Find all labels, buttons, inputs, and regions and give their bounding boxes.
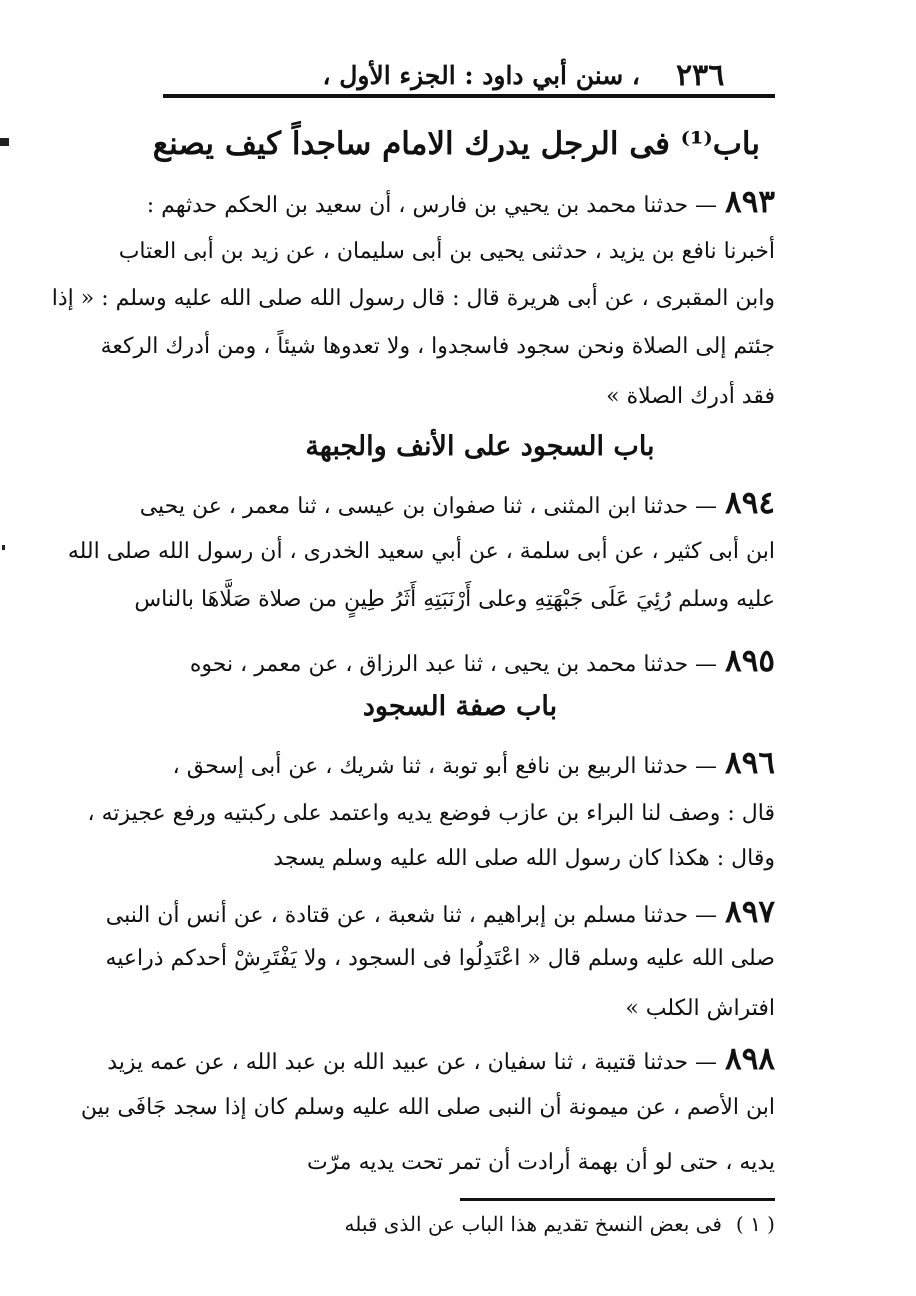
hadith-898-line-2: ابن الأصم ، عن ميمونة أن النبى صلى الله عليه وسلم كان إذا سجد جَافَى بين xyxy=(80,1095,775,1120)
hadith-897-line-2: صلى الله عليه وسلم قال « اعْتَدِلُوا فى السجود ، ولا يَفْتَرِشْ أحدكم ذراعيه xyxy=(105,946,775,971)
hadith-text: — حدثنا قتيبة ، ثنا سفيان ، عن عبيد الله بن عبد الله ، عن عمه يزيد xyxy=(107,1050,718,1075)
hadith-text: — حدثنا الربيع بن نافع أبو توبة ، ثنا شريك ، عن أبى إسحق ، xyxy=(172,754,718,779)
hadith-text: — حدثنا مسلم بن إبراهيم ، ثنا شعبة ، عن قتادة ، عن أنس أن النبى xyxy=(105,903,718,928)
footnote-rule xyxy=(460,1198,775,1201)
hadith-895-line-1 xyxy=(189,642,775,681)
hadith-894-line-2: ابن أبى كثير ، عن أبى سلمة ، عن أبي سعيد الخدرى ، أن رسول الله صلى الله xyxy=(67,539,775,564)
hadith-893-line-5: فقد أدرك الصلاة » xyxy=(606,384,775,409)
footnote-marker: ( ١ ) xyxy=(735,1212,775,1236)
hadith-number: ٨٩٨ xyxy=(725,1041,775,1077)
hadith-893-line-2: أخبرنا نافع بن يزيد ، حدثنى يحيى بن أبى سليمان ، عن زيد بن أبى العتاب xyxy=(118,239,775,264)
hadith-text: — حدثنا ابن المثنى ، ثنا صفوان بن عيسى ، ثنا معمر ، عن يحيى xyxy=(139,494,718,519)
hadith-text: — حدثنا محمد بن يحيى ، ثنا عبد الرزاق ، عن معمر ، نحوه xyxy=(189,652,718,677)
hadith-number: ٨٩٥ xyxy=(725,643,775,679)
scan-edge-mark xyxy=(2,545,5,550)
footnote xyxy=(330,1212,775,1237)
header-rule xyxy=(163,94,775,98)
hadith-897-line-1 xyxy=(105,893,775,932)
hadith-896-line-1 xyxy=(163,744,775,783)
hadith-896-line-3: وقال : هكذا كان رسول الله صلى الله عليه وسلم يسجد xyxy=(273,846,775,871)
scan-edge-mark xyxy=(0,138,9,146)
hadith-897-line-3: افتراش الكلب » xyxy=(625,996,775,1021)
hadith-898-line-1 xyxy=(107,1040,775,1079)
running-header: ، سنن أبي داود : الجزء الأول ، xyxy=(322,61,640,90)
page-number: ٢٣٦ xyxy=(676,58,725,93)
footnote-text: فى بعض النسخ تقديم هذا الباب عن الذى قبله xyxy=(344,1212,722,1236)
hadith-number: ٨٩٤ xyxy=(725,485,775,521)
hadith-894-line-3: عليه وسلم رُئِيَ عَلَى جَبْهَتِهِ وعلى أَرْنَبَتِهِ أَثَرُ طِينٍ من صلاة صَلَّاهَا بالناس xyxy=(134,587,775,612)
hadith-893-line-3: وابن المقبرى ، عن أبى هريرة قال : قال رسول الله صلى الله عليه وسلم : « إذا xyxy=(51,286,775,311)
chapter-title-2: باب السجود على الأنف والجبهة xyxy=(305,431,655,462)
hadith-898-line-3: يديه ، حتى لو أن بهمة أرادت أن تمر تحت يديه مرّت xyxy=(306,1150,775,1175)
chapter-title-3: باب صفة السجود xyxy=(362,691,558,722)
hadith-896-line-2: قال : وصف لنا البراء بن عازب فوضع يديه واعتمد على ركبتيه ورفع عجيزته ، xyxy=(87,801,775,826)
hadith-894-line-1 xyxy=(139,484,775,523)
hadith-text: — حدثنا محمد بن يحيي بن فارس ، أن سعيد بن الحكم حدثهم : xyxy=(146,193,718,218)
hadith-number: ٨٩٦ xyxy=(725,745,775,781)
hadith-893-line-1 xyxy=(146,183,775,222)
chapter-title-1: باب⁽¹⁾ فى الرجل يدرك الامام ساجداً كيف يصنع xyxy=(152,126,760,162)
hadith-893-line-4: جئتم إلى الصلاة ونحن سجود فاسجدوا ، ولا تعدوها شيئاً ، ومن أدرك الركعة xyxy=(100,334,775,359)
hadith-number: ٨٩٣ xyxy=(725,184,775,220)
hadith-number: ٨٩٧ xyxy=(725,894,775,930)
